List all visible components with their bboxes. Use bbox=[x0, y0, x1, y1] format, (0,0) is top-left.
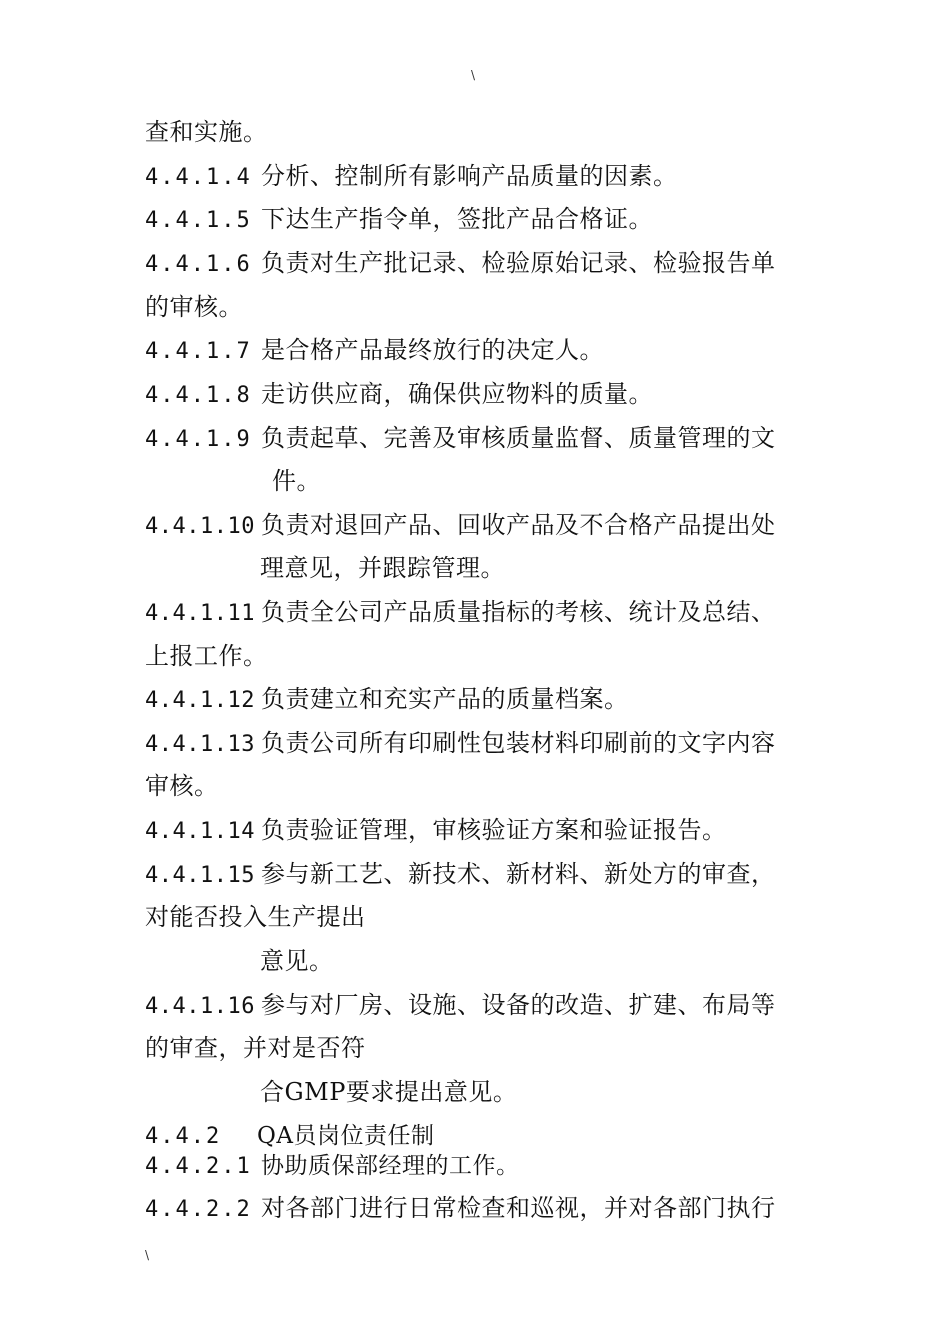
clause-text: 负责公司所有印刷性包装材料印刷前的文字内容 bbox=[261, 729, 776, 757]
clause-text: 负责全公司产品质量指标的考核、统计及总结、 bbox=[261, 598, 776, 626]
text-line: 合GMP要求提出意见。 bbox=[260, 1078, 518, 1106]
clause-4-4-1-10 bbox=[145, 510, 776, 542]
clause-text: 是合格产品最终放行的决定人。 bbox=[261, 336, 604, 364]
clause-text: 负责起草、完善及审核质量监督、质量管理的文 bbox=[261, 424, 776, 452]
clause-text: 对各部门进行日常检查和巡视，并对各部门执行 bbox=[261, 1194, 776, 1222]
footer-mark: \ bbox=[145, 1248, 150, 1262]
clause-4-4-2-1 bbox=[145, 1151, 520, 1182]
text-line: 上报工作。 bbox=[145, 642, 268, 670]
clause-text: 协助质保部经理的工作。 bbox=[261, 1153, 520, 1179]
clause-number: 4.4.1.5 bbox=[145, 208, 252, 233]
clause-text: 参与新工艺、新技术、新材料、新处方的审查， bbox=[261, 860, 776, 888]
clause-4-4-1-8 bbox=[145, 379, 653, 411]
header-mark: \ bbox=[471, 68, 476, 82]
clause-number: 4.4.1.12 bbox=[145, 688, 255, 713]
text-line: 的审核。 bbox=[145, 293, 243, 321]
clause-number: 4.4.1.7 bbox=[145, 339, 252, 364]
clause-text: 负责对退回产品、回收产品及不合格产品提出处 bbox=[261, 511, 776, 539]
clause-number: 4.4.1.13 bbox=[145, 732, 255, 757]
clause-number: 4.4.2.2 bbox=[145, 1197, 252, 1222]
clause-number: 4.4.2 bbox=[145, 1124, 222, 1149]
clause-4-4-1-6 bbox=[145, 248, 776, 280]
clause-number: 4.4.1.4 bbox=[145, 165, 252, 190]
clause-4-4-1-9 bbox=[145, 423, 776, 455]
clause-4-4-2-2 bbox=[145, 1193, 776, 1225]
text-line: 的审查，并对是否符 bbox=[145, 1034, 366, 1062]
text-line: 理意见，并跟踪管理。 bbox=[260, 554, 505, 582]
text-line: 查和实施。 bbox=[145, 118, 268, 146]
clause-number: 4.4.1.15 bbox=[145, 863, 255, 888]
clause-text: 参与对厂房、设施、设备的改造、扩建、布局等 bbox=[261, 991, 776, 1019]
clause-text: 分析、控制所有影响产品质量的因素。 bbox=[261, 162, 678, 190]
clause-4-4-1-11 bbox=[145, 597, 776, 629]
clause-4-4-1-16 bbox=[145, 990, 776, 1022]
clause-number: 4.4.1.9 bbox=[145, 427, 252, 452]
text-line: 对能否投入生产提出 bbox=[145, 903, 366, 931]
clause-number: 4.4.1.10 bbox=[145, 514, 255, 539]
text-line: 审核。 bbox=[145, 772, 219, 800]
clause-number: 4.4.1.14 bbox=[145, 819, 255, 844]
clause-number: 4.4.2.1 bbox=[145, 1154, 252, 1179]
clause-number: 4.4.1.16 bbox=[145, 994, 255, 1019]
clause-4-4-1-14 bbox=[145, 815, 727, 847]
clause-4-4-1-13 bbox=[145, 728, 776, 760]
clause-text: 负责对生产批记录、检验原始记录、检验报告单 bbox=[261, 249, 776, 277]
clause-number: 4.4.1.6 bbox=[145, 252, 252, 277]
text-line: 件。 bbox=[272, 467, 321, 495]
clause-text: 负责建立和充实产品的质量档案。 bbox=[261, 685, 629, 713]
clause-4-4-1-5 bbox=[145, 204, 653, 236]
clause-text: 下达生产指令单，签批产品合格证。 bbox=[261, 205, 653, 233]
clause-4-4-1-7 bbox=[145, 335, 604, 367]
clause-4-4-1-15 bbox=[145, 859, 776, 891]
clause-4-4-2 bbox=[145, 1121, 434, 1152]
text-line: 意见。 bbox=[260, 947, 334, 975]
clause-number: 4.4.1.11 bbox=[145, 601, 255, 626]
clause-text: 负责验证管理，审核验证方案和验证报告。 bbox=[261, 816, 727, 844]
clause-text: 走访供应商，确保供应物料的质量。 bbox=[261, 380, 653, 408]
clause-number: 4.4.1.8 bbox=[145, 383, 252, 408]
clause-4-4-1-4 bbox=[145, 161, 678, 193]
clause-4-4-1-12 bbox=[145, 684, 629, 716]
clause-text: QA员岗位责任制 bbox=[257, 1123, 435, 1149]
